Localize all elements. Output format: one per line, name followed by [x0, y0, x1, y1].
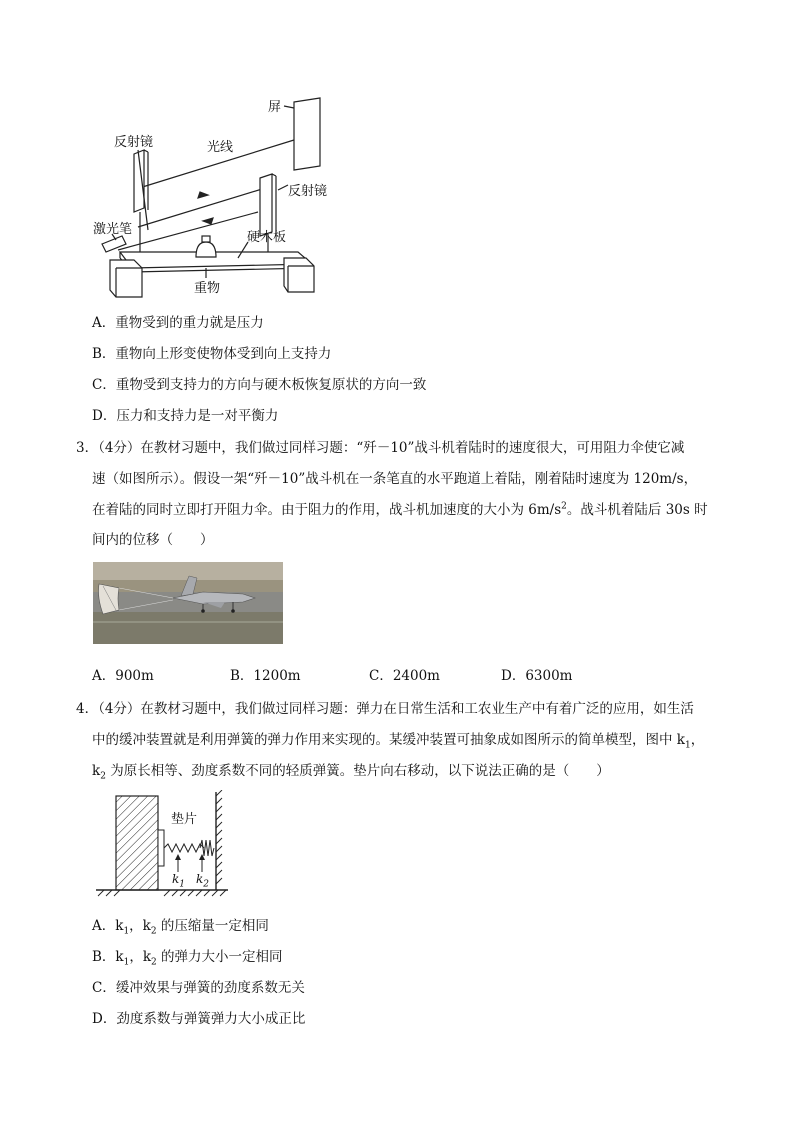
label-board: 硬木板: [247, 230, 287, 245]
light-ray-3: [118, 212, 258, 250]
figure-spring-buffer: [94, 790, 244, 898]
label-k2: $k_2$: [196, 872, 210, 890]
jet-landing-photo: [93, 562, 283, 644]
q4-option-c: C．缓冲效果与弹簧的劲度系数无关: [92, 980, 305, 996]
label-screen: 屏: [268, 100, 282, 115]
label-weight: 重物: [194, 281, 221, 296]
q3-stem-line-1: 3．（4分）在教材习题中，我们做过同样习题：“歼－10”战斗机着陆时的速度很大，可用阻力伞使它减: [76, 440, 685, 456]
screen-panel: [294, 98, 320, 170]
q2-option-a: A．重物受到的重力就是压力: [92, 315, 264, 331]
buffer-pad: [158, 830, 164, 866]
q3-stem-line-3: 在着陆的同时立即打开阻力伞。由于阻力的作用，战斗机加速度的大小为 $6m/s^2$。战斗机着陆后 30s 时: [92, 501, 708, 518]
q3-option-d: D．6300m: [501, 668, 573, 684]
label-pad: 垫片: [171, 812, 198, 827]
laser-pen: [102, 236, 126, 252]
q3-stem-line-2: 速（如图所示）。假设一架“歼－10”战斗机在一条笔直的水平跑道上着陆，刚着陆时速度为 120m/s，: [92, 471, 698, 487]
label-light: 光线: [207, 140, 234, 155]
label-mirror-left: 反射镜: [114, 135, 154, 150]
label-mirror-right: 反射镜: [288, 184, 328, 199]
q3-option-c: C．2400m: [369, 668, 440, 684]
q2-option-b: B．重物向上形变使物体受到向上支持力: [92, 346, 332, 362]
q2-option-c: C．重物受到支持力的方向与硬木板恢复原状的方向一致: [92, 377, 427, 393]
q3-option-a: A．900m: [92, 668, 154, 684]
buffer-block: [116, 796, 158, 890]
q4-option-d: D．劲度系数与弹簧弹力大小成正比: [92, 1011, 306, 1027]
q4-option-a: A．$k_1$，$k_2$ 的压缩量一定相同: [92, 918, 269, 937]
q3-option-b: B．1200m: [230, 668, 301, 684]
q2-option-d: D．压力和支持力是一对平衡力: [92, 408, 279, 424]
q4-option-b: B．$k_1$，$k_2$ 的弹力大小一定相同: [92, 949, 283, 968]
label-k1: $k_1$: [172, 872, 186, 890]
label-laser: 激光笔: [93, 222, 133, 237]
spring-k1: [164, 844, 204, 852]
spring-k2: [200, 840, 214, 856]
weight-object: [196, 242, 216, 257]
q4-stem-line-2: 中的缓冲装置就是利用弹簧的弹力作用来实现的。某缓冲装置可抽象成如图所示的简单模型，图中 $k_1$，: [92, 732, 705, 751]
q3-stem-line-4: 间内的位移（ ）: [92, 532, 214, 548]
q4-stem-line-3: $k_2$ 为原长相等、劲度系数不同的轻质弹簧。垫片向右移动，以下说法正确的是（ ）: [92, 763, 610, 782]
q4-stem-line-1: 4．（4分）在教材习题中，我们做过同样习题：弹力在日常生活和工农业生产中有着广泛的应用，如生活: [76, 701, 694, 717]
